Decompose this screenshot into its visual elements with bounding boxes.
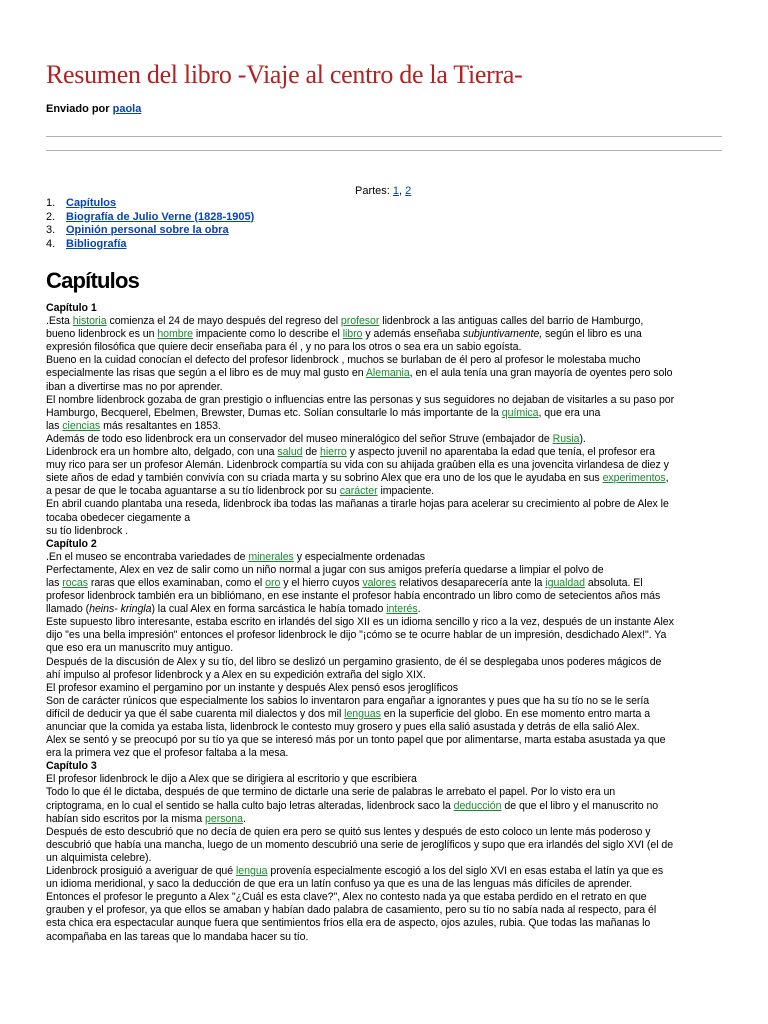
body-line — [46, 354, 726, 367]
text-segment: Después de la discusión de Alex y su tío, del libro se deslizó un pergamino grasiento, de él se desplegaba unos poderes mágicos de — [46, 655, 662, 668]
glossary-link[interactable]: profesor — [340, 315, 380, 328]
author-link[interactable]: paola — [112, 103, 142, 115]
body-line — [46, 459, 726, 472]
text-segment: esta chica era espectacular aunque fuera que sentimientos fríos ella era de aspecto, ojos azules, rubia. Que todas las mañanas lo — [46, 917, 651, 930]
text-segment: y además enseñaba — [362, 328, 463, 341]
text-segment: . — [417, 603, 421, 616]
text-segment: ) la cual Alex en forma sarcástica le había tomado — [151, 603, 387, 616]
text-segment: grauben y el profesor, ya que ellos se amaban y habían dado palabra de casamiento, pero su tío no sabía nada al respecto, para él — [46, 904, 657, 917]
toc-link-bibliografia[interactable]: Bibliografía — [66, 237, 127, 250]
text-segment: , que era una — [538, 406, 601, 419]
text-segment: y especialmente ordenadas — [293, 550, 426, 563]
body-line — [46, 315, 726, 328]
body-line — [46, 577, 726, 590]
body-line — [46, 708, 726, 721]
body-line — [46, 616, 726, 629]
body-line — [46, 629, 726, 642]
text-segment: a pesar de que le tocaba aguantarse a su tío lidenbrock por su — [46, 485, 340, 498]
text-segment: iban a divertirse mas no por aprender. — [46, 380, 223, 393]
text-segment: ahí impulso al profesor lidenbrock y a Alex en su expedición extraña del siglo XIX. — [46, 668, 426, 681]
text-segment: .En el museo se encontraba variedades de — [46, 550, 249, 563]
text-segment: anunciar que la comida ya estaba lista, lidenbrock le contesto muy grosero y pues ella salió asustada y detrás de ella salió Alex. — [46, 721, 640, 733]
text-segment: acompañaba en las tareas que lo mandaba hacer su tío. — [46, 930, 309, 943]
body-line — [46, 433, 726, 446]
table-of-contents — [46, 197, 254, 251]
text-segment: Bueno en la cuidad conocían el defecto del profesor lidenbrock , muchos se burlaban de él pero al profesor le molestaba mucho — [46, 354, 641, 367]
text-segment: , en el aula tenía una gran mayoría de oyentes pero solo — [409, 367, 673, 380]
text-segment: dijo "es una bella impresión" entonces el profesor lidenbrock le dijo "¡cómo se te ocurre hablar de un impresión, desdichado Alex!". Ya — [46, 629, 667, 642]
body-line — [46, 734, 726, 747]
text-segment: El profesor lidenbrock le dijo a Alex que se dirigiera al escritorio y que escribiera — [46, 773, 417, 786]
text-segment: las — [46, 419, 63, 432]
body-line — [46, 341, 726, 354]
toc-link-capitulos[interactable]: Capítulos — [66, 197, 117, 209]
text-segment: un alquimista celebre). — [46, 851, 152, 864]
glossary-link[interactable]: hombre — [157, 328, 193, 341]
text-segment: lidenbrock a las antiguas calles del barrio de Hamburgo, — [379, 315, 644, 328]
glossary-link[interactable]: carácter — [339, 485, 378, 498]
text-segment: , — [665, 472, 669, 485]
body-line — [46, 407, 726, 420]
body-line — [46, 747, 726, 760]
glossary-link[interactable]: interés — [386, 603, 418, 616]
toc-item — [46, 211, 254, 225]
body-line — [46, 525, 726, 538]
text-segment: llamado ( — [46, 603, 90, 616]
body-line — [46, 394, 726, 407]
text-segment: Capítulo 2 — [46, 537, 97, 550]
glossary-link[interactable]: lengua — [236, 865, 268, 878]
body-line — [46, 865, 726, 878]
part-link-2[interactable]: 2 — [405, 185, 412, 197]
text-segment: Perfectamente, Alex en vez de salir como un niño normal a jugar con sus amigos prefería quedarse a limpiar el polvo de — [46, 563, 604, 576]
glossary-link[interactable]: oro — [265, 576, 281, 589]
body-line — [46, 328, 726, 341]
text-segment: descubrió que había una mancha, luego de un momento descubrió una serie de jeroglíficos y supo que era irlandés del siglo XVI (el de — [46, 838, 674, 851]
toc-item — [46, 197, 254, 211]
text-segment: subjuntivamente, — [462, 328, 543, 341]
toc-number: 3. — [46, 224, 56, 236]
text-segment: tocaba obedecer ciegamente a — [46, 511, 191, 524]
chapter-heading — [46, 760, 726, 773]
glossary-link[interactable]: química — [501, 406, 539, 419]
body-line — [46, 564, 726, 577]
glossary-link[interactable]: hierro — [319, 446, 347, 459]
glossary-link[interactable]: valores — [362, 576, 397, 589]
body-line — [46, 420, 726, 433]
body-line — [46, 891, 726, 904]
text-segment: y aspecto juvenil no aparentaba la edad que tenía, el profesor era — [346, 446, 655, 459]
body-line — [46, 512, 726, 525]
page-title: Resumen del libro -Viaje al centro de la Tierra- — [46, 60, 523, 89]
toc-item — [46, 238, 254, 252]
body-line — [46, 695, 726, 708]
parts-label: Partes: — [355, 185, 390, 197]
text-segment: El nombre lidenbrock gozaba de gran prestigio o influencias entre las personas y sus seguidores no dejaban de visitarles a su paso por — [46, 393, 675, 406]
text-segment: era la primera vez que el profesor faltaba a la mesa. — [46, 747, 289, 760]
toc-number: 1. — [46, 197, 56, 209]
body-line — [46, 485, 726, 498]
parts-nav: Partes: 1, 2 — [355, 185, 412, 197]
text-segment: muy rico para ser un profesor Alemán. Lidenbrock compartía su vida con su ahijada graûben ella es una jovencita virlandesa de diez y — [46, 459, 669, 472]
body-line — [46, 551, 726, 564]
text-segment: impaciente como lo describe el — [192, 328, 343, 341]
glossary-link[interactable]: Rusia — [552, 432, 580, 445]
text-segment: . — [242, 812, 246, 825]
text-segment: habían sido escritos por la misma — [46, 812, 206, 825]
text-segment: Capítulo 1 — [46, 302, 97, 314]
text-segment: las — [46, 576, 63, 589]
glossary-link[interactable]: Alemania — [365, 367, 410, 380]
divider-bottom — [46, 150, 722, 151]
text-segment: criptograma, en lo cual el sentido se halla culto bajo letras alteradas, lidenbrock saco la — [46, 799, 454, 812]
body-line — [46, 669, 726, 682]
glossary-link[interactable]: rocas — [62, 576, 88, 589]
text-segment: ). — [579, 432, 586, 445]
body-line — [46, 446, 726, 459]
text-segment: difícil de deducir ya que él sabe cuarenta mil dialectos y dos mil — [46, 707, 345, 720]
body-line — [46, 904, 726, 917]
body-line — [46, 917, 726, 930]
body-line — [46, 721, 726, 734]
body-line — [46, 813, 726, 826]
glossary-link[interactable]: experimentos — [602, 472, 666, 485]
text-segment: impaciente. — [377, 485, 435, 498]
body-line — [46, 642, 726, 655]
glossary-link[interactable]: salud — [277, 446, 303, 459]
text-segment: Son de carácter rúnicos que especialmente los sabios lo inventaron para engañar a ignorantes y pues que ha su tío no se le sería — [46, 694, 650, 707]
text-segment: siete años de edad y también convivía con su criada marta y su sobrino Alex que era uno de los que le ayudaba en sus — [46, 472, 603, 485]
glossary-link[interactable]: lenguas — [344, 707, 381, 720]
toc-item — [46, 224, 254, 238]
body-line — [46, 878, 726, 891]
text-segment: de que el libro y el manuscrito no — [501, 799, 659, 812]
text-segment: raras que ellos examinaban, como el — [87, 576, 266, 589]
author-line — [46, 103, 141, 115]
glossary-link[interactable]: ciencias — [62, 419, 101, 432]
text-segment: El profesor examino el pergamino por un instante y después Alex pensó esos jeroglíficos — [46, 681, 458, 694]
text-segment: provenía especialmente escogió a los del siglo XVI en esas estaba el latín ya que es — [267, 865, 664, 878]
text-segment: Lidenbrock prosiguió a averiguar de qué — [46, 865, 236, 878]
body-line — [46, 498, 726, 511]
body-line — [46, 603, 726, 616]
text-segment: que eso era un manuscrito muy antiguo. — [46, 642, 234, 655]
text-segment: un idioma meridional, y saco la deducción de que era un latín confuso ya que es una de las lenguas más difíciles de aprender. — [46, 878, 633, 891]
text-segment: Hamburgo, Becquerel, Ebelmen, Brewster, Dumas etc. Solían consultarle lo más importante de la — [46, 406, 502, 419]
toc-link-opinion[interactable]: Opinión personal sobre la obra — [66, 224, 229, 236]
body-line — [46, 800, 726, 813]
toc-number: 4. — [46, 237, 56, 250]
body-line — [46, 682, 726, 695]
body-line — [46, 931, 726, 944]
body-line — [46, 472, 726, 485]
toc-link-biografia[interactable]: Biografía de Julio Verne (1828-1905) — [66, 210, 255, 223]
text-segment: especialmente las risas que según a el libro es de muy mal gusto en — [46, 367, 366, 380]
sent-by-label: Enviado por — [46, 103, 110, 115]
part-link-1[interactable]: 1 — [392, 185, 400, 197]
chapter-heading — [46, 538, 726, 551]
text-segment: Además de todo eso lidenbrock era un conservador del museo mineralógico del señor Struve (embajador de — [46, 432, 553, 445]
body-line — [46, 773, 726, 786]
text-segment: bueno lidenbrock es un — [46, 328, 158, 341]
text-segment: comienza el 24 de mayo después del regreso del — [106, 315, 341, 328]
text-segment: Después de esto descubrió que no decía de quien era pero se quitó sus lentes y después de esto coloco un lente más poderoso y — [46, 825, 651, 838]
text-segment: Todo lo que él le dictaba, después de que termino de dictarle una serie de palabras le arrebato el papel. Por lo visto era un — [46, 786, 616, 799]
text-segment: En abril cuando plantaba una reseda, lidenbrock iba todas las mañanas a tirarle hojas para acelerar su crecimiento al pobre de Alex le — [46, 498, 669, 511]
text-segment: y el hierro cuyos — [280, 576, 363, 589]
text-segment: Este supuesto libro interesante, estaba escrito en irlandés del sigo XII es un idioma sencillo y rico a la vez, después de un instante Alex — [46, 616, 674, 629]
glossary-link[interactable]: historia — [72, 315, 107, 328]
text-segment: más resaltantes en 1853. — [100, 419, 221, 432]
text-segment: Lidenbrock era un hombre alto, delgado, con una — [46, 446, 278, 459]
text-segment: heins- kringla — [89, 603, 152, 616]
text-segment: en la superficie del globo. En ese momento entro marta a — [380, 707, 651, 720]
body-line — [46, 786, 726, 799]
glossary-link[interactable]: persona — [205, 812, 243, 825]
glossary-link[interactable]: minerales — [248, 550, 294, 563]
body-line — [46, 367, 726, 380]
body-line — [46, 839, 726, 852]
text-segment: expresión filosófica que quiere decir enseñaba para él , y no para los otros o sea era un sabio egoísta. — [46, 341, 522, 354]
text-segment: de — [302, 446, 320, 459]
body-line — [46, 852, 726, 865]
text-segment: su tío lidenbrock . — [46, 524, 129, 537]
text-segment: .Esta — [46, 315, 73, 328]
text-segment: profesor lidenbrock también era un bibliómano, en ese instante el profesor había encontrado un libro como de setecientos años más — [46, 590, 661, 603]
body-line — [46, 826, 726, 839]
glossary-link[interactable]: deducción — [453, 799, 502, 812]
text-segment: relativos desaparecería ante la — [396, 576, 546, 589]
article-body — [46, 302, 726, 944]
text-segment: Entonces el profesor le pregunto a Alex "¿Cuál es esta clave?", Alex no contesto nada ya que estaba perdido en el retrato en que — [46, 891, 647, 904]
text-segment: según el libro es una — [542, 328, 642, 341]
chapter-heading — [46, 302, 726, 315]
glossary-link[interactable]: igualdad — [545, 576, 585, 589]
section-heading: Capítulos — [46, 268, 140, 293]
text-segment: Alex se sentó y se preocupó por su tío ya que se interesó más por un tonto papel que por alimentarse, marta estaba asustada ya que — [46, 734, 666, 747]
text-segment: absoluta. El — [584, 576, 643, 589]
text-segment: Capítulo 3 — [46, 760, 97, 773]
divider-top — [46, 136, 722, 137]
body-line — [46, 656, 726, 669]
toc-number: 2. — [46, 210, 56, 223]
body-line — [46, 381, 726, 394]
body-line — [46, 590, 726, 603]
glossary-link[interactable]: libro — [342, 328, 363, 341]
